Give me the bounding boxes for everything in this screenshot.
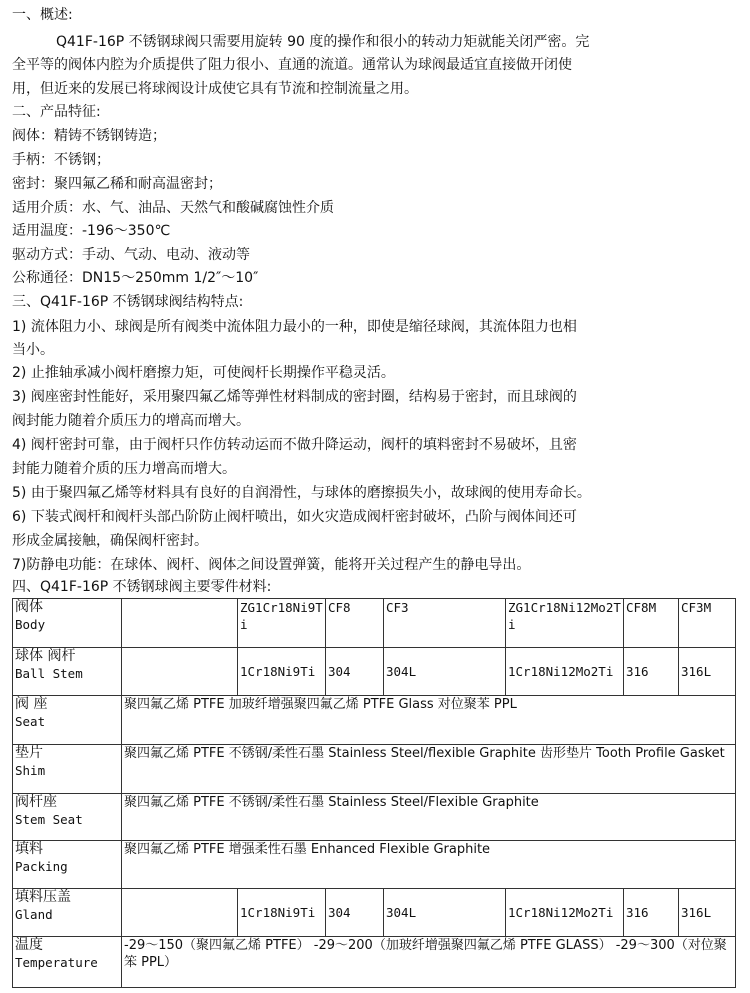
feature-drive: 驱动方式：手动、气动、电动、液动等 <box>12 247 250 263</box>
cell: CF8M <box>624 599 679 648</box>
structure-line-2: 当小。 <box>12 342 54 358</box>
cell <box>122 599 238 648</box>
row-label-body: 阀体 Body <box>13 599 122 648</box>
table-row-temperature <box>13 937 736 988</box>
section-2-heading: 二、产品特征: <box>12 104 101 120</box>
cell: ZG1Cr18Ni12Mo2Ti <box>506 599 624 648</box>
row-label-stem-seat: 阀杆座 Stem Seat <box>13 794 122 841</box>
structure-line-5: 阀封能力随着介质压力的增高而增大。 <box>12 413 250 429</box>
cell: CF3 <box>384 599 506 648</box>
table-row-ball-stem <box>13 648 736 696</box>
feature-medium: 适用介质：水、气、油品、天然气和酸碱腐蚀性介质 <box>12 200 334 216</box>
cell: 304L <box>384 648 506 696</box>
overview-line-3: 用，但近来的发展已将球阀设计成使它具有节流和控制流量之用。 <box>12 81 418 97</box>
cell <box>122 889 238 937</box>
cell: 1Cr18Ni12Mo2Ti <box>506 889 624 937</box>
feature-temperature: 适用温度：-196～350℃ <box>12 223 171 239</box>
cell <box>122 648 238 696</box>
row-label-seat: 阀 座 Seat <box>13 696 122 745</box>
materials-table <box>12 598 736 988</box>
cell: 聚四氟乙烯 PTFE 加玻纤增强聚四氟乙烯 PTFE Glass 对位聚苯 PPL <box>122 696 736 745</box>
section-4-heading: 四、Q41F-16P 不锈钢球阀主要零件材料: <box>12 579 272 595</box>
cell: 316L <box>679 648 736 696</box>
feature-seal: 密封：聚四氟乙稀和耐高温密封； <box>12 176 222 192</box>
cell: 316L <box>679 889 736 937</box>
cell: CF3M <box>679 599 736 648</box>
table-row-stem-seat <box>13 794 736 841</box>
table-row-shim <box>13 745 736 794</box>
row-label-temperature: 温度 Temperature <box>13 937 122 988</box>
table-row-seat <box>13 696 736 745</box>
feature-handle: 手柄：不锈钢； <box>12 152 110 168</box>
structure-line-9: 6) 下装式阀杆和阀杆头部凸阶防止阀杆喷出，如火灾造成阀杆密封破坏，凸阶与阀体间还可 <box>12 509 577 525</box>
section-1-heading: 一、概述: <box>12 7 73 23</box>
feature-diameter: 公称通径：DN15～250mm 1/2″～10″ <box>12 270 259 286</box>
table-row-body <box>13 599 736 648</box>
section-3-heading: 三、Q41F-16P 不锈钢球阀结构特点: <box>12 294 244 310</box>
structure-line-11: 7)防静电功能：在球体、阀杆、阀体之间设置弹簧，能将开关过程产生的静电导出。 <box>12 557 531 573</box>
row-label-shim: 垫片 Shim <box>13 745 122 794</box>
row-label-gland: 填料压盖 Gland <box>13 889 122 937</box>
cell: 1Cr18Ni9Ti <box>238 648 326 696</box>
structure-line-7: 封能力随着介质的压力增高而增大。 <box>12 461 236 477</box>
cell: 聚四氟乙烯 PTFE 增强柔性石墨 Enhanced Flexible Graphite <box>122 841 736 889</box>
structure-line-6: 4) 阀杆密封可靠，由于阀杆只作仿转动运而不做升降运动，阀杆的填料密封不易破坏，且密 <box>12 437 577 453</box>
structure-line-10: 形成金属接触，确保阀杆密封。 <box>12 533 208 549</box>
cell: 1Cr18Ni12Mo2Ti <box>506 648 624 696</box>
feature-body: 阀体：精铸不锈钢铸造； <box>12 128 166 144</box>
cell: CF8 <box>326 599 384 648</box>
cell: -29～150（聚四氟乙烯 PTFE） -29～200（加玻纤增强聚四氟乙烯 PTFE GLASS） -29～300（对位聚笨 PPL） <box>122 937 736 988</box>
table-row-packing <box>13 841 736 889</box>
cell: 聚四氟乙烯 PTFE 不锈钢/柔性石墨 Stainless Steel/flexible Graphite 齿形垫片 Tooth Profile Gasket <box>122 745 736 794</box>
structure-line-4: 3) 阀座密封性能好，采用聚四氟乙烯等弹性材料制成的密封圈，结构易于密封，而且球阀的 <box>12 389 577 405</box>
cell: 316 <box>624 648 679 696</box>
structure-line-3: 2) 止推轴承减小阀杆磨擦力矩，可使阀杆长期操作平稳灵活。 <box>12 365 395 381</box>
table-row-gland <box>13 889 736 937</box>
cell: 1Cr18Ni9Ti <box>238 889 326 937</box>
overview-line-1: Q41F-16P 不锈钢球阀只需要用旋转 90 度的操作和很小的转动力矩就能关闭严密。完 <box>56 34 590 50</box>
cell: 304 <box>326 889 384 937</box>
row-label-packing: 填料 Packing <box>13 841 122 889</box>
cell: 316 <box>624 889 679 937</box>
structure-line-8: 5) 由于聚四氟乙烯等材料具有良好的自润滑性，与球体的磨擦损失小，故球阀的使用寿命长。 <box>12 485 591 501</box>
cell: ZG1Cr18Ni9Ti <box>238 599 326 648</box>
structure-line-1: 1) 流体阻力小、球阀是所有阀类中流体阻力最小的一种，即使是缩径球阀，其流体阻力也相 <box>12 319 577 335</box>
row-label-ball-stem: 球体 阀杆 Ball Stem <box>13 648 122 696</box>
cell: 聚四氟乙烯 PTFE 不锈钢/柔性石墨 Stainless Steel/Flexible Graphite <box>122 794 736 841</box>
cell: 304L <box>384 889 506 937</box>
overview-line-2: 全平等的阀体内腔为介质提供了阻力很小、直通的流道。通常认为球阀最适宜直接做开闭使 <box>12 57 572 73</box>
cell: 304 <box>326 648 384 696</box>
